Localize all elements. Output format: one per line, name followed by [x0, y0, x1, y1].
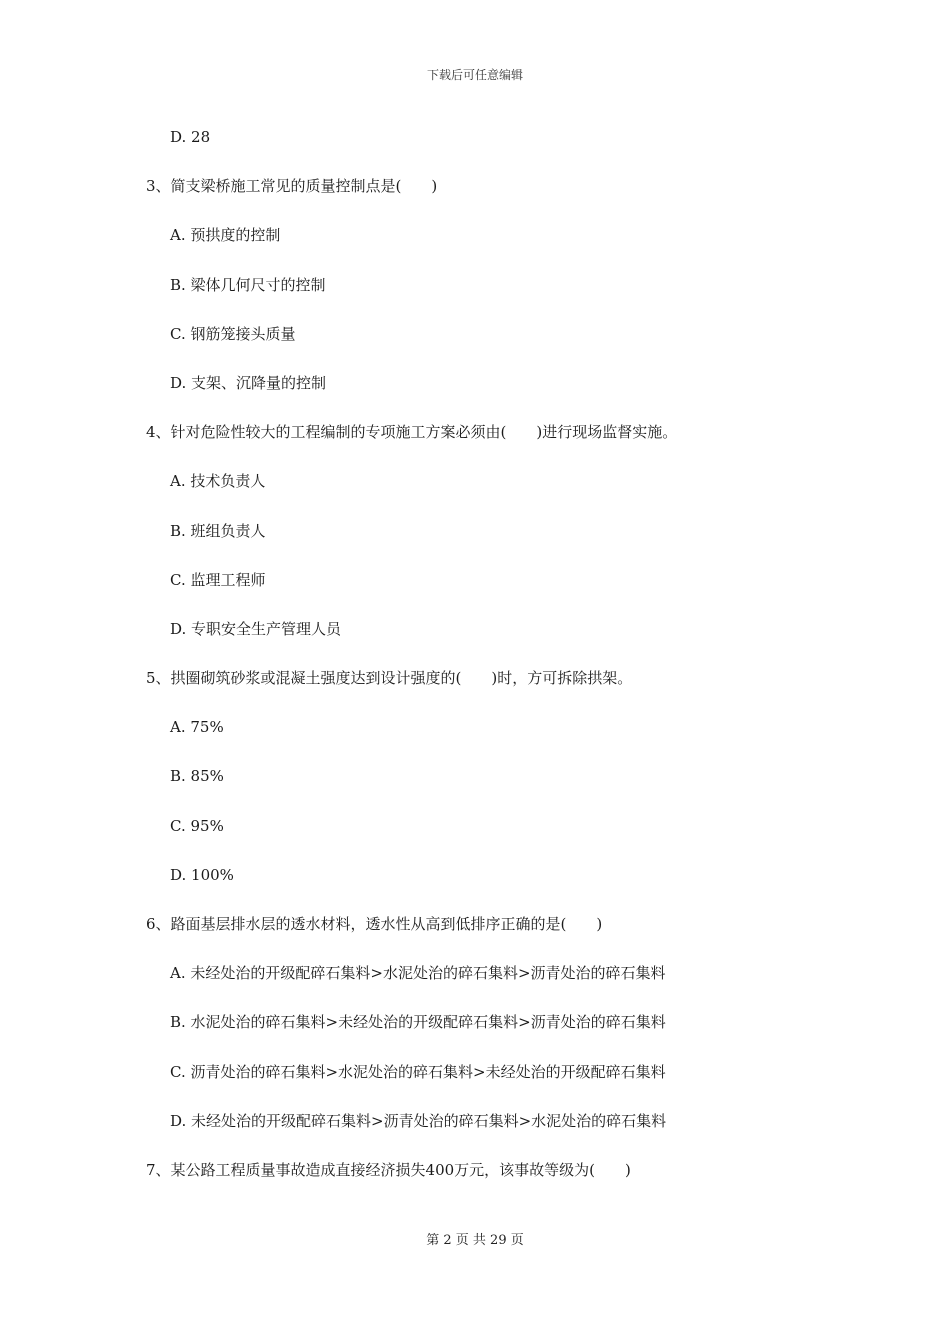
- option-5c: C. 95%: [170, 816, 224, 835]
- option-4b: B. 班组负责人: [170, 521, 266, 540]
- option-5b: B. 85%: [170, 767, 224, 786]
- page-header-note: 下载后可任意编辑: [426, 68, 523, 82]
- option-3d: D. 支架、沉降量的控制: [170, 373, 327, 392]
- page-number-footer: 第 2 页 共 29 页: [426, 1233, 524, 1248]
- option-6c: C. 沥青处治的碎石集料>水泥处治的碎石集料>未经处治的开级配碎石集料: [170, 1062, 666, 1081]
- option-6a: A. 未经处治的开级配碎石集料>水泥处治的碎石集料>沥青处治的碎石集料: [170, 964, 666, 983]
- option-2d: D. 28: [170, 128, 211, 146]
- question-6: 6、路面基层排水层的透水材料，透水性从高到低排序正确的是( ): [146, 915, 603, 933]
- option-6b: B. 水泥处治的碎石集料>未经处治的开级配碎石集料>沥青处治的碎石集料: [170, 1013, 666, 1032]
- option-4c: C. 监理工程师: [170, 570, 266, 589]
- question-3: 3、简支梁桥施工常见的质量控制点是( ): [146, 177, 438, 196]
- option-3a: A. 预拱度的控制: [170, 226, 281, 245]
- option-3c: C. 钢筋笼接头质量: [170, 324, 296, 343]
- document-body: [0, 126, 950, 1208]
- option-6d: D. 未经处治的开级配碎石集料>沥青处治的碎石集料>水泥处治的碎石集料: [170, 1111, 667, 1130]
- question-7: 7、某公路工程质量事故造成直接经济损失400万元，该事故等级为( ): [146, 1160, 631, 1179]
- option-4d: D. 专职安全生产管理人员: [170, 619, 342, 638]
- question-5: 5、拱圈砌筑砂浆或混凝土强度达到设计强度的( )时，方可拆除拱架。: [146, 669, 633, 688]
- option-4a: A. 技术负责人: [170, 472, 266, 491]
- question-4: 4、针对危险性较大的工程编制的专项施工方案必须由( )进行现场监督实施。: [146, 423, 678, 442]
- option-3b: B. 梁体几何尺寸的控制: [170, 275, 326, 294]
- option-5a: A. 75%: [170, 718, 224, 737]
- option-5d: D. 100%: [170, 865, 234, 884]
